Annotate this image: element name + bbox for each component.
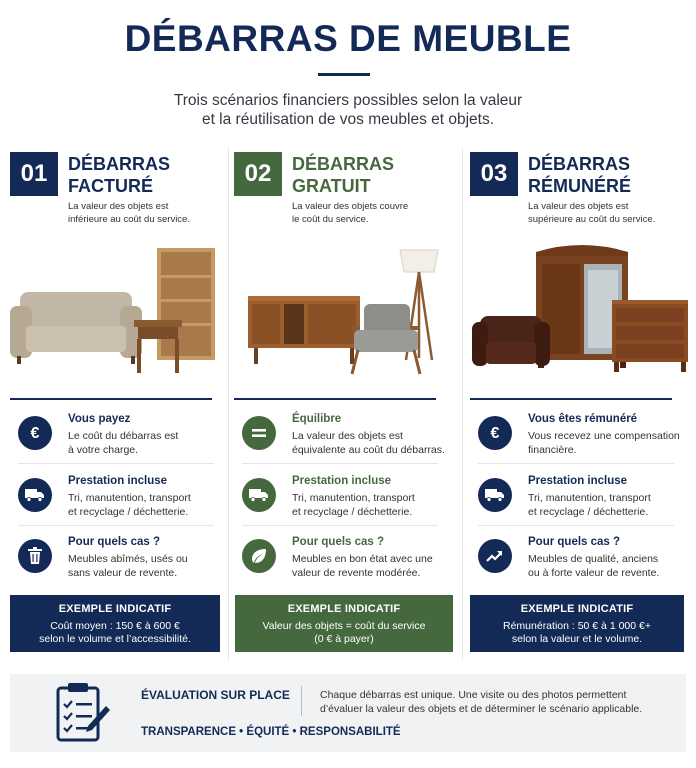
column-divider xyxy=(462,148,463,660)
info-row xyxy=(478,412,688,468)
equals-icon xyxy=(242,416,276,450)
example-desc: Valeur des objets = coût du service (0 € à payer) xyxy=(262,620,426,645)
info-row-title: Prestation incluse xyxy=(528,475,628,487)
example-title: EXEMPLE INDICATIF xyxy=(58,603,172,615)
info-row xyxy=(242,412,452,468)
info-row-desc: Meubles de qualité, anciens ou à forte valeur de revente. xyxy=(528,553,660,579)
evaluation-desc: Chaque débarras est unique. Une visite ou des photos permettent d’évaluer la valeur des objets et de déterminer le scénario applicable. xyxy=(320,689,643,715)
example-title: EXEMPLE INDICATIF xyxy=(520,603,634,615)
info-row xyxy=(478,535,688,591)
scenario-free xyxy=(234,150,454,660)
page-title: DÉBARRAS DE MEUBLE xyxy=(124,18,572,59)
truck-icon xyxy=(18,478,52,512)
scenario-heading: DÉBARRAS GRATUIT xyxy=(292,154,395,196)
row-divider xyxy=(478,463,674,464)
svg-text:€: € xyxy=(30,425,40,442)
scenario-paid xyxy=(470,150,690,660)
example-desc: Rémunération : 50 € à 1 000 €+ selon la valeur et le volume. xyxy=(503,620,651,645)
scenario-heading: DÉBARRAS FACTURÉ xyxy=(68,154,171,196)
info-row-desc: Meubles abîmés, usés ou sans valeur de revente. xyxy=(68,553,188,579)
scenario-number: 01 xyxy=(10,152,58,196)
info-row-desc: Vous recevez une compensation financière. xyxy=(528,430,680,456)
row-divider xyxy=(18,463,214,464)
row-divider xyxy=(242,463,438,464)
example-title: EXEMPLE INDICATIF xyxy=(287,603,401,615)
sofa-bookcase-illustration xyxy=(10,242,230,380)
row-divider xyxy=(478,525,674,526)
info-row-desc: Tri, manutention, transport et recyclage / déchetterie. xyxy=(68,492,191,518)
info-row-desc: Le coût du débarras est à votre charge. xyxy=(68,430,179,456)
info-row-title: Vous êtes rémunéré xyxy=(528,413,638,425)
row-divider xyxy=(242,525,438,526)
leaf-icon xyxy=(242,539,276,573)
info-row-title: Pour quels cas ? xyxy=(528,536,621,548)
trash-icon xyxy=(18,539,52,573)
info-row-title: Pour quels cas ? xyxy=(292,536,385,548)
scenario-heading: DÉBARRAS RÉMUNÉRÉ xyxy=(528,154,632,196)
scenario-number: 02 xyxy=(234,152,282,196)
euro-icon xyxy=(18,416,52,450)
example-box-free xyxy=(235,595,453,652)
clipboard-checklist-icon xyxy=(52,680,114,744)
info-row-desc: Tri, manutention, transport et recyclage / déchetterie. xyxy=(292,492,415,518)
info-row-title: Équilibre xyxy=(292,413,342,425)
info-row-title: Prestation incluse xyxy=(68,475,168,487)
info-row-desc: La valeur des objets est équivalente au coût du débarras. xyxy=(292,430,445,456)
scenario-number: 03 xyxy=(470,152,518,196)
info-row-title: Pour quels cas ? xyxy=(68,536,161,548)
svg-text:€: € xyxy=(490,425,500,442)
example-box-paid xyxy=(470,595,684,652)
info-row-title: Prestation incluse xyxy=(292,475,392,487)
values-tagline: TRANSPARENCE • ÉQUITÉ • RESPONSABILITÉ xyxy=(141,726,401,738)
section-rule xyxy=(234,398,436,400)
scenario-subtitle: La valeur des objets est supérieure au coût du service. xyxy=(528,201,656,225)
scenario-subtitle: La valeur des objets est inférieure au coût du service. xyxy=(68,201,190,225)
info-row-desc: Tri, manutention, transport et recyclage / déchetterie. xyxy=(528,492,651,518)
sideboard-armchair-illustration xyxy=(234,242,454,380)
evaluation-title: ÉVALUATION SUR PLACE xyxy=(141,688,290,702)
title-underline xyxy=(318,73,370,76)
info-row-desc: Meubles en bon état avec une valeur de revente modérée. xyxy=(292,553,433,579)
intro-text: Trois scénarios financiers possibles selon la valeur et la réutilisation de vos meubles et objets. xyxy=(173,92,523,128)
section-rule xyxy=(10,398,212,400)
example-desc: Coût moyen : 150 € à 600 € selon le volume et l’accessibilité. xyxy=(39,620,191,645)
example-box-billed xyxy=(10,595,220,652)
info-row-title: Vous payez xyxy=(68,413,131,425)
info-row xyxy=(18,474,228,530)
info-row xyxy=(18,535,228,591)
section-rule xyxy=(470,398,672,400)
truck-icon xyxy=(242,478,276,512)
scenario-billed xyxy=(10,150,230,660)
info-row xyxy=(242,535,452,591)
euro-icon xyxy=(478,416,512,450)
info-row xyxy=(478,474,688,530)
evaluation-banner xyxy=(10,674,686,752)
scenario-subtitle: La valeur des objets couvre le coût du service. xyxy=(292,201,409,225)
info-row xyxy=(242,474,452,530)
row-divider xyxy=(18,525,214,526)
info-row xyxy=(18,412,228,468)
truck-icon xyxy=(478,478,512,512)
banner-divider xyxy=(301,686,302,716)
wardrobe-chesterfield-illustration xyxy=(470,242,690,380)
trend-up-icon xyxy=(478,539,512,573)
